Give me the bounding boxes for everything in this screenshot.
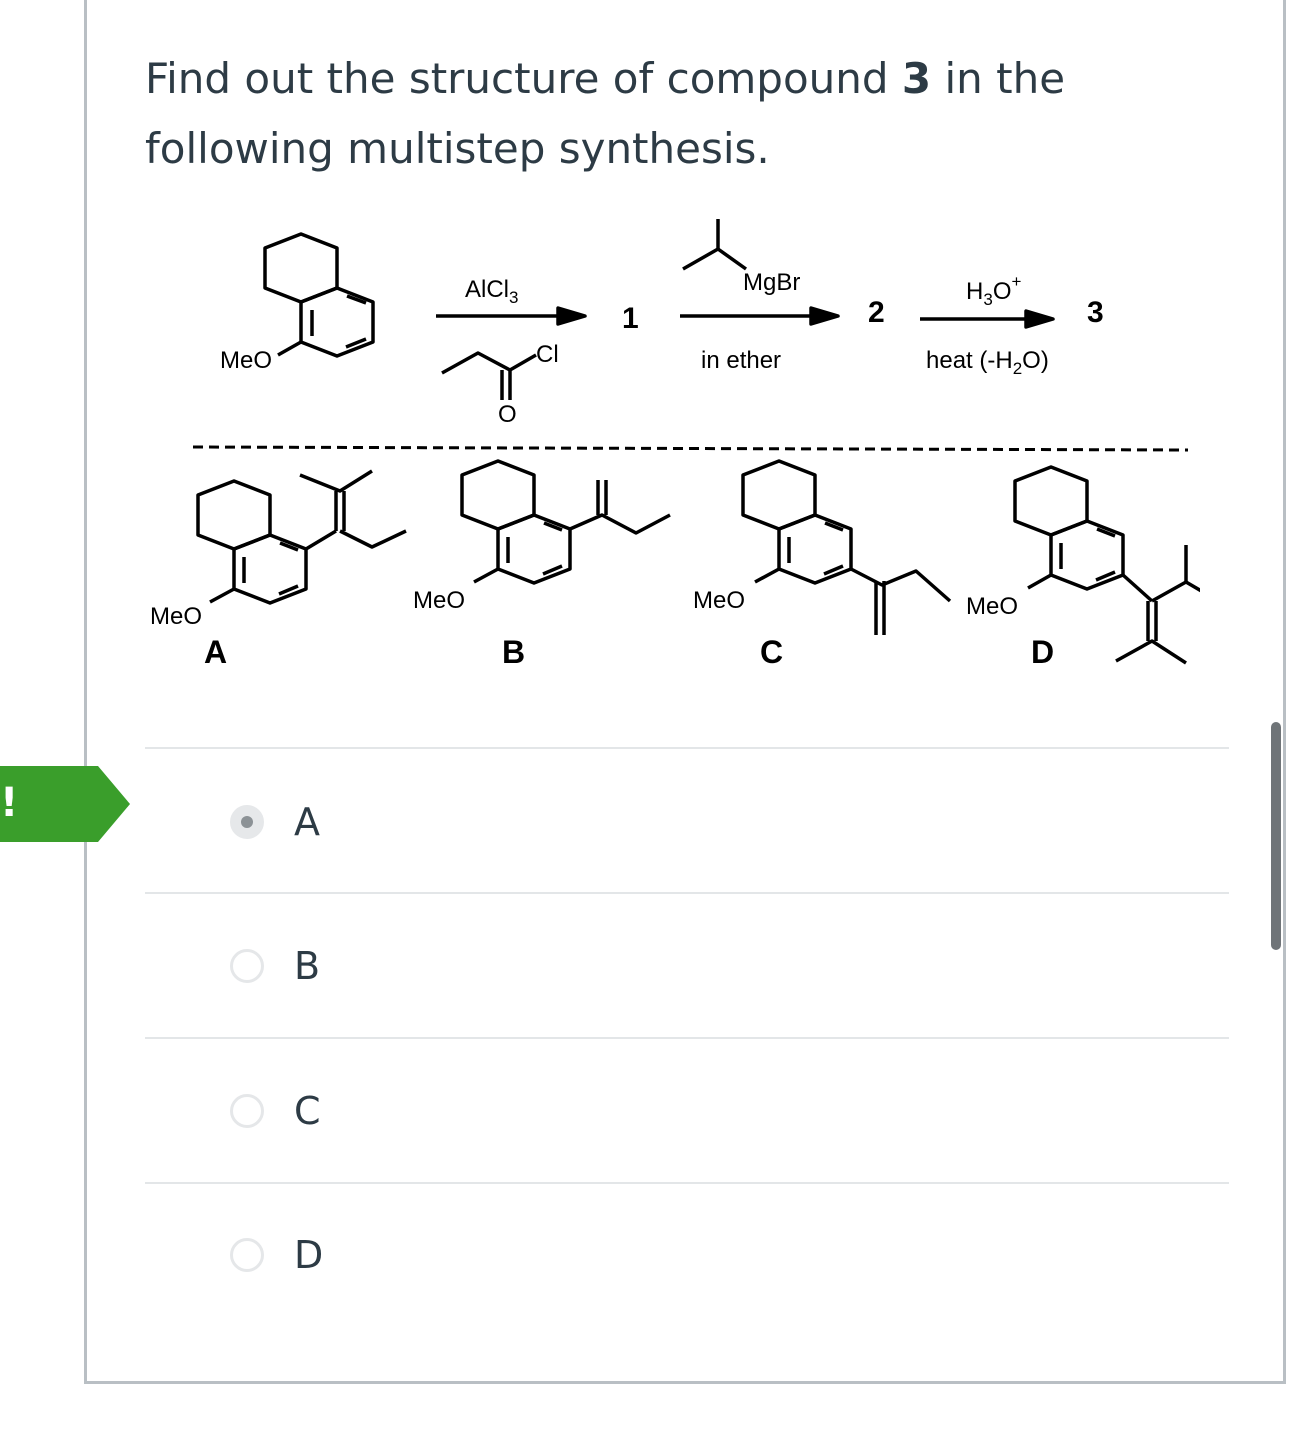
choice-a-meo: MeO [150, 603, 203, 630]
radio-button-selected[interactable] [230, 805, 264, 839]
question-prefix: Find out the structure of compound [145, 54, 902, 103]
option-separator [145, 1182, 1229, 1184]
question-bold: 3 [901, 54, 932, 103]
option-label: C [294, 1089, 321, 1133]
step3-condition-post: O) [1022, 347, 1049, 374]
option-label: B [294, 944, 321, 988]
step1-reagent-sub: 3 [509, 288, 519, 307]
svg-text:heat (-H2O) [926, 347, 1049, 378]
option-separator [145, 892, 1229, 894]
option-separator [145, 1037, 1229, 1039]
step3-condition-sub: 2 [1012, 359, 1023, 378]
step3-condition-pre: heat (-H [926, 347, 1013, 374]
answer-option-a[interactable] [230, 792, 320, 852]
scrollbar-thumb[interactable] [1271, 722, 1281, 950]
radio-button[interactable] [230, 1094, 264, 1128]
radio-button[interactable] [230, 949, 264, 983]
choice-a-letter: A [204, 634, 228, 670]
reaction-scheme-image [140, 205, 1200, 675]
step3-h: H [966, 278, 984, 305]
question-text [145, 44, 1145, 184]
radio-button[interactable] [230, 1238, 264, 1272]
step2-condition: in ether [701, 347, 782, 374]
svg-text:H3O+ [966, 272, 1021, 309]
step3-sup: + [1011, 272, 1022, 291]
choice-c-letter: C [760, 634, 784, 670]
product-3-label: 3 [1087, 296, 1104, 329]
product-2-label: 2 [868, 296, 885, 329]
flag-text: ! [0, 780, 19, 826]
svg-text:AlCl3 [465, 276, 518, 307]
answer-option-c[interactable] [230, 1081, 321, 1141]
answer-flag-icon [0, 766, 130, 842]
option-separator [145, 747, 1229, 749]
product-1-label: 1 [622, 302, 639, 335]
choice-b-letter: B [502, 634, 526, 670]
step1-reagent: AlCl [465, 276, 510, 303]
question-suffix: in the following multistep synthesis. [145, 54, 1066, 173]
choice-d-meo: MeO [966, 593, 1019, 620]
step1-cl-label: Cl [536, 341, 559, 368]
step1-o-label: O [498, 401, 517, 428]
step3-sub: 3 [983, 290, 993, 309]
option-label: D [294, 1233, 324, 1277]
answer-option-d[interactable] [230, 1225, 323, 1285]
start-meo-label: MeO [220, 347, 273, 374]
option-label: A [294, 800, 320, 844]
choice-c-meo: MeO [693, 587, 746, 614]
step2-reagent: MgBr [743, 269, 801, 296]
answer-option-b[interactable] [230, 936, 320, 996]
choice-b-meo: MeO [413, 587, 466, 614]
step3-o: O [992, 278, 1012, 305]
choice-d-letter: D [1031, 634, 1055, 670]
